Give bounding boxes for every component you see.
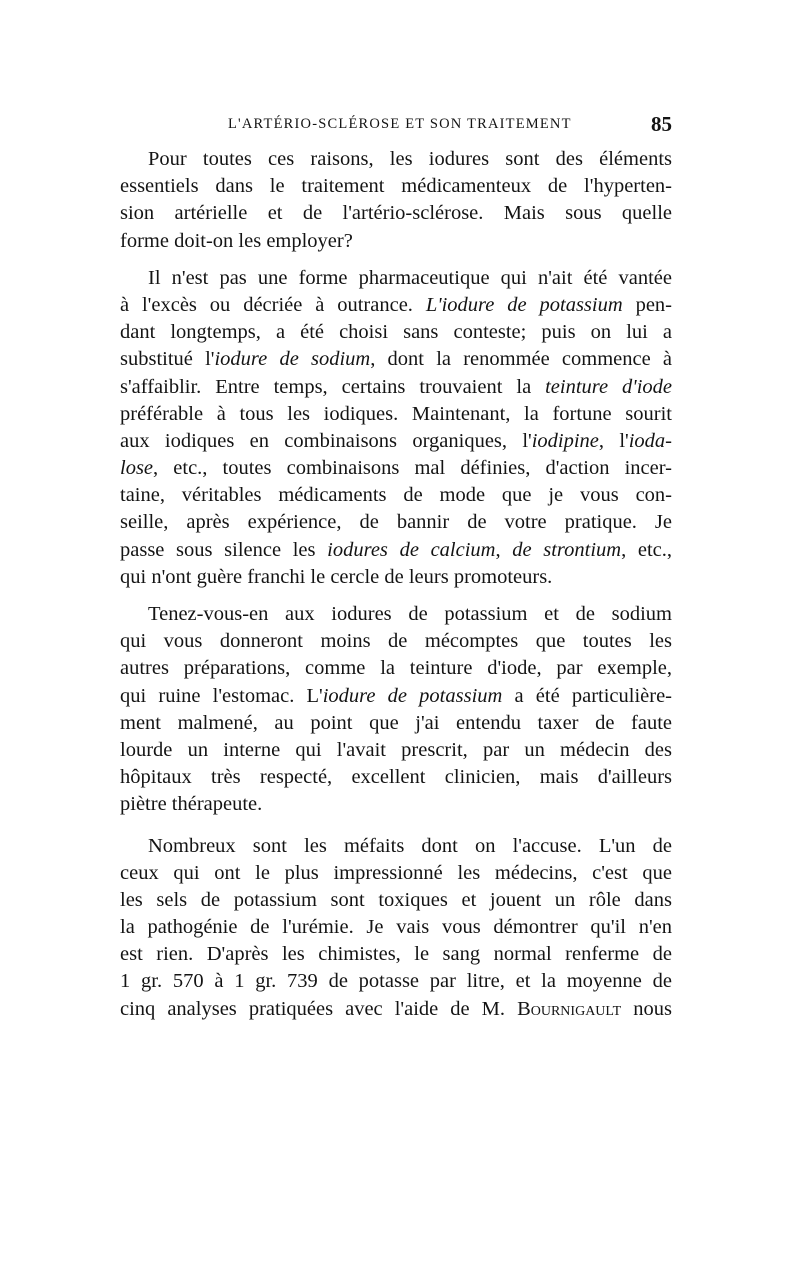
text-line: Il n'est pas une forme pharmaceutique qui n'ait été vantée	[148, 266, 672, 289]
italic-term: iodures de calcium	[327, 538, 496, 561]
italic-term: L'iodure de potassium	[425, 293, 623, 316]
text-line: qui vous donneront moins de mécomptes que toutes les	[120, 630, 672, 653]
text-line: qui n'ont guère franchi le cercle de leurs promoteurs.	[120, 565, 553, 588]
text-line: Pour toutes ces raisons, les iodures sont des éléments	[148, 148, 672, 170]
text-line: préférable à tous les iodiques. Maintenant, la fortune sourit	[120, 402, 672, 425]
italic-term: iodure de sodium	[214, 348, 371, 371]
text-line: seille, après expérience, de bannir de votre pratique. Je	[120, 511, 672, 534]
text-line: cinq analyses pratiquées avec l'aide de M. Bournigault nous	[120, 997, 673, 1020]
text-line: lose, etc., toutes combinaisons mal définies, d'action incer-	[120, 457, 672, 480]
running-title: L'ARTÉRIO-SCLÉROSE ET SON TRAITEMENT	[228, 116, 572, 132]
paragraph	[120, 601, 672, 819]
text-line: Tenez-vous-en aux iodures de potassium et de sodium	[148, 603, 672, 625]
italic-term: iodipine	[531, 429, 599, 452]
text-line: la pathogénie de l'urémie. Je vais vous démontrer qu'il n'en	[120, 916, 672, 939]
text-line: autres préparations, comme la teinture d'iode, par exemple,	[120, 657, 672, 680]
text-line: 1 gr. 570 à 1 gr. 739 de potasse par litre, et la moyenne de	[120, 970, 672, 993]
text-line: taine, véritables médicaments de mode que je vous con-	[120, 484, 672, 507]
paragraph	[120, 833, 672, 1023]
text-line: piètre thérapeute.	[120, 793, 263, 816]
page-body	[120, 146, 672, 1023]
italic-term: iodure de potassium	[322, 684, 503, 707]
text-line: hôpitaux très respecté, excellent clinicien, mais d'ailleurs	[120, 766, 672, 789]
text-line: ceux qui ont le plus impressionné les médecins, c'est que	[120, 861, 672, 884]
text-line: les sels de potassium sont toxiques et jouent un rôle dans	[120, 888, 672, 911]
running-head	[120, 112, 672, 138]
text-line: est rien. D'après les chimistes, le sang normal renferme de	[120, 943, 672, 966]
text-line: passe sous silence les iodures de calcium, de strontium, etc.,	[120, 538, 673, 561]
text-line: essentiels dans le traitement médicamenteux de l'hyperten-	[120, 175, 672, 198]
italic-term: teinture d'iode	[545, 375, 672, 398]
text-line: lourde un interne qui l'avait prescrit, par un médecin des	[120, 738, 672, 761]
text-line: qui ruine l'estomac. L'iodure de potassium a été particulière-	[120, 684, 673, 707]
paragraph	[120, 146, 672, 255]
page-number: 85	[651, 112, 672, 136]
text-line: Nombreux sont les méfaits dont on l'accuse. L'un de	[148, 834, 672, 857]
text-line: forme doit-on les employer?	[120, 229, 353, 252]
text-line: sion artérielle et de l'artério-sclérose. Mais sous quelle	[120, 202, 672, 225]
italic-term: ioda-	[628, 429, 672, 452]
italic-term: de strontium	[512, 538, 622, 561]
author-name: Bournigault	[517, 997, 622, 1020]
text-line: ment malmené, au point que j'ai entendu taxer de faute	[120, 711, 672, 734]
text-line: aux iodiques en combinaisons organiques, l'iodipine, l'ioda-	[120, 429, 672, 452]
text-line: substitué l'iodure de sodium, dont la renommée commence à	[120, 348, 673, 371]
text-line: s'affaiblir. Entre temps, certains trouvaient la teinture d'iode	[120, 375, 672, 398]
italic-term: lose	[120, 457, 154, 480]
text-line: dant longtemps, a été choisi sans conteste; puis on lui a	[120, 321, 672, 344]
text-line: à l'excès ou décriée à outrance. L'iodure de potassium pen-	[120, 293, 672, 316]
paragraph	[120, 265, 672, 591]
